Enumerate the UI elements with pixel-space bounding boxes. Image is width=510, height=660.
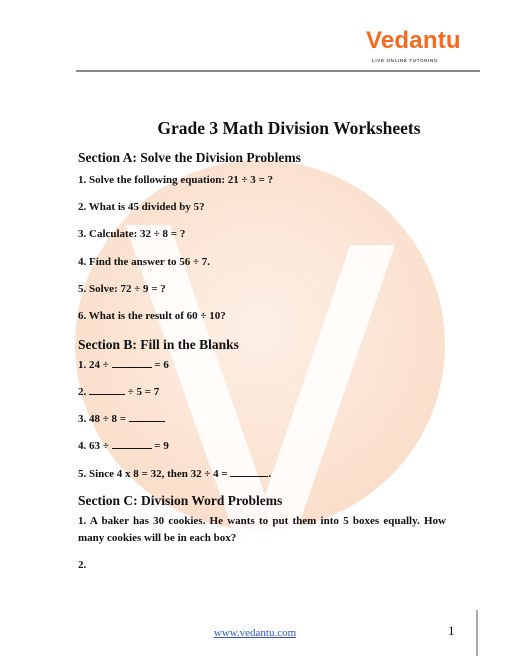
section-a-question: 5. Solve: 72 ÷ 9 = ?	[78, 283, 166, 295]
section-c-heading: Section C: Division Word Problems	[78, 493, 283, 508]
question-text: .	[268, 468, 272, 480]
question-text: 1. 24 ÷	[78, 359, 109, 371]
question-text: 5. Since 4 x 8 = 32, then 32 ÷ 4 =	[78, 468, 228, 480]
header-divider	[76, 70, 480, 72]
question-text: = 9	[154, 440, 169, 452]
footer-website-link[interactable]: www.vedantu.com	[213, 627, 297, 639]
answer-blank[interactable]	[112, 357, 152, 368]
vedantu-logo[interactable]	[366, 27, 461, 71]
section-c-question: 2.	[78, 559, 87, 571]
section-c-question: 1. A baker has 30 cookies. He wants to put them into 5 boxes equally. How many cookies will be in each box?	[78, 515, 446, 544]
logo-tagline: LIVE ONLINE TUTORING	[372, 58, 439, 63]
section-b-question	[78, 411, 165, 425]
logo-text: Vedantu	[366, 27, 461, 54]
answer-blank[interactable]	[129, 411, 165, 422]
section-b-question	[78, 357, 169, 371]
question-text: ÷ 5 = 7	[127, 386, 160, 398]
page-number: 1	[448, 623, 455, 638]
section-a-heading: Section A: Solve the Division Problems	[78, 150, 301, 165]
section-b-question	[78, 438, 169, 452]
section-a-question: 2. What is 45 divided by 5?	[78, 201, 205, 213]
answer-blank[interactable]	[230, 466, 268, 477]
section-b-question	[78, 384, 159, 398]
section-a-question: 1. Solve the following equation: 21 ÷ 3 = ?	[78, 174, 274, 186]
section-a-question: 3. Calculate: 32 ÷ 8 = ?	[78, 228, 186, 240]
section-b-question	[78, 466, 271, 480]
answer-blank[interactable]	[89, 384, 125, 395]
section-b-heading: Section B: Fill in the Blanks	[78, 337, 239, 352]
page-title: Grade 3 Math Division Worksheets	[157, 118, 421, 138]
section-a-question: 6. What is the result of 60 ÷ 10?	[78, 310, 226, 322]
question-text: 4. 63 ÷	[78, 440, 109, 452]
question-text: 3. 48 ÷ 8 =	[78, 413, 127, 425]
question-text: = 6	[154, 359, 169, 371]
section-a-question: 4. Find the answer to 56 ÷ 7.	[78, 256, 211, 268]
answer-blank[interactable]	[112, 438, 152, 449]
question-text: 2.	[78, 386, 87, 398]
